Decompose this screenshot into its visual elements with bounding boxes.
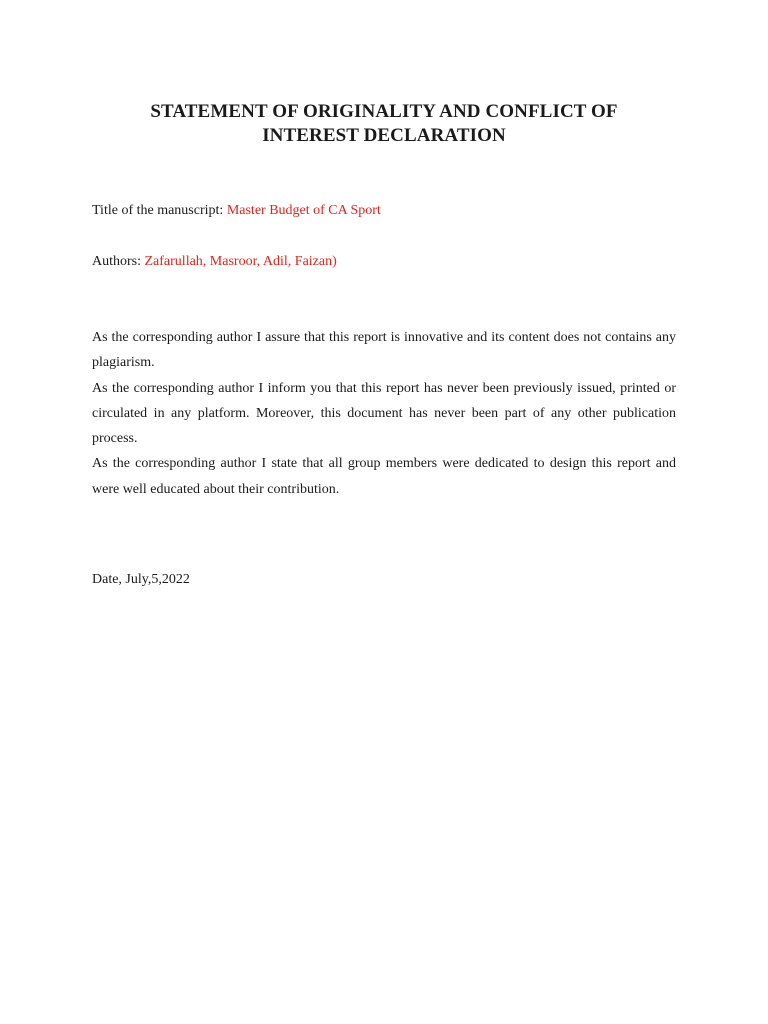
declaration-date: Date, July,5,2022: [92, 572, 190, 587]
manuscript-title-label: Title of the manuscript:: [92, 203, 227, 218]
title-line-2: INTEREST DECLARATION: [262, 125, 506, 146]
authors-label: Authors:: [92, 254, 145, 269]
document-title: [92, 100, 676, 148]
manuscript-title-value: Master Budget of CA Sport: [226, 203, 381, 218]
declaration-paragraph-contribution: As the corresponding author I state that all group members were dedicated to design this report and were well educated about their contribution.: [92, 456, 676, 497]
authors-field: [92, 253, 337, 271]
authors-value: Zafarullah, Masroor, Adil, Faizan): [144, 254, 337, 269]
title-line-1: STATEMENT OF ORIGINALITY AND CONFLICT OF: [150, 101, 618, 122]
declaration-paragraph-originality: As the corresponding author I assure that this report is innovative and its content does not contains any plagiarism.: [92, 330, 676, 371]
declaration-paragraph-publication: As the corresponding author I inform you that this report has never been previously issued, printed or circulated in any platform. Moreover, this document has never been part of any other publication process.: [92, 380, 676, 447]
declaration-body: [92, 325, 676, 502]
manuscript-title-field: [92, 202, 381, 220]
